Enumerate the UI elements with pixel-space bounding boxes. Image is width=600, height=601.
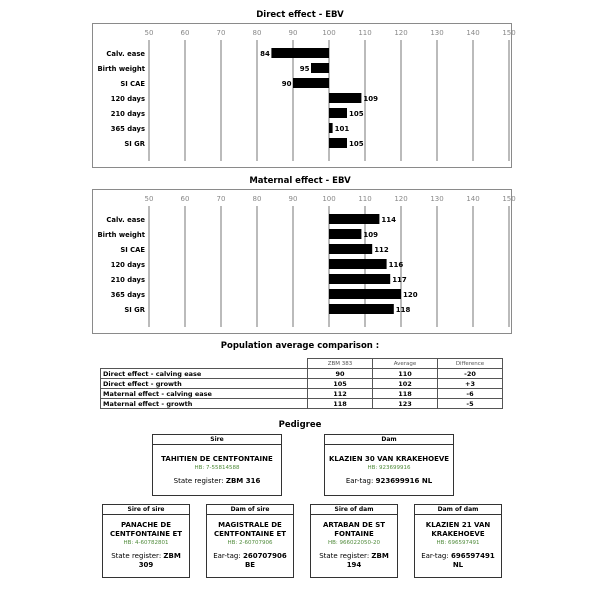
- category-label: SI GR: [124, 306, 145, 314]
- card-register-value: 696597491 NL: [450, 552, 495, 569]
- row-average-value: 102: [373, 379, 438, 389]
- category-label: 120 days: [110, 261, 145, 269]
- data-label: 116: [388, 261, 404, 269]
- card-role: Sire of sire: [103, 505, 189, 515]
- direct-effect-chart: [93, 24, 516, 167]
- row-average-value: 123: [373, 399, 438, 409]
- card-animal-name: PANACHE DE CENTFONTAINE ET: [109, 521, 183, 538]
- card-register-label: State register:: [111, 552, 162, 560]
- card-animal-name: ARTABAN DE ST FONTAINE: [322, 521, 386, 538]
- row-animal-value: 90: [308, 369, 373, 379]
- data-label: 84: [260, 50, 270, 58]
- card-role: Sire of dam: [311, 505, 397, 515]
- x-tick-label: 80: [252, 29, 262, 37]
- x-tick-label: 100: [322, 195, 336, 203]
- data-label: 90: [281, 80, 292, 88]
- comparison-header-difference: Difference: [438, 359, 503, 369]
- card-register-label: Ear-tag:: [421, 552, 449, 560]
- comparison-table: [100, 358, 503, 409]
- x-tick-label: 80: [252, 195, 262, 203]
- data-label: 105: [349, 140, 364, 148]
- card-herdbook: HB: 4-60782801: [123, 540, 169, 546]
- card-herdbook: HB: 2-60707906: [227, 540, 273, 546]
- x-tick-label: 130: [430, 29, 444, 37]
- category-label: SI CAE: [120, 80, 145, 88]
- row-animal-value: 118: [308, 399, 373, 409]
- bar: [271, 48, 329, 58]
- data-label: 120: [403, 291, 418, 299]
- x-tick-label: 90: [288, 195, 298, 203]
- category-label: SI CAE: [120, 246, 145, 254]
- bar: [329, 138, 347, 148]
- row-average-value: 110: [373, 369, 438, 379]
- direct-effect-chart-box: [92, 23, 516, 168]
- card-register-label: State register:: [173, 477, 224, 485]
- bar: [329, 93, 361, 103]
- category-label: SI GR: [124, 140, 145, 148]
- row-animal-value: 112: [308, 389, 373, 399]
- card-role: Dam: [325, 435, 453, 445]
- pedigree-dam-of-dam-card: [414, 504, 502, 578]
- category-label: Birth weight: [97, 65, 145, 73]
- card-herdbook: HB: 7-55814588: [194, 465, 240, 471]
- card-register-value: ZBM 309: [138, 552, 181, 569]
- x-tick-label: 150: [502, 29, 516, 37]
- x-tick-label: 60: [180, 29, 190, 37]
- card-register: [415, 552, 501, 570]
- comparison-header-animal: ZBM 383: [308, 359, 373, 369]
- bar: [329, 229, 361, 239]
- row-label: Direct effect - calving ease: [101, 369, 308, 379]
- bar: [329, 108, 347, 118]
- card-role: Dam of sire: [207, 505, 293, 515]
- category-label: Birth weight: [97, 231, 145, 239]
- x-tick-label: 70: [216, 29, 226, 37]
- row-average-value: 118: [373, 389, 438, 399]
- card-animal-name: KLAZIEN 21 VAN KRAKEHOEVE: [425, 521, 491, 538]
- data-label: 114: [381, 216, 397, 224]
- table-row: [101, 369, 503, 379]
- bar: [329, 214, 379, 224]
- card-animal-name: MAGISTRALE DE CENTFONTAINE ET: [213, 521, 287, 538]
- data-label: 117: [392, 276, 407, 284]
- card-register-label: State register:: [319, 552, 370, 560]
- x-tick-label: 120: [394, 29, 408, 37]
- pedigree-sire-of-sire-card: [102, 504, 190, 578]
- pedigree-sire-of-dam-card: [310, 504, 398, 578]
- x-tick-label: 130: [430, 195, 444, 203]
- x-tick-label: 60: [180, 195, 190, 203]
- pedigree-dam-card: [324, 434, 454, 496]
- card-register: [325, 477, 453, 486]
- row-label: Maternal effect - growth: [101, 399, 308, 409]
- card-register-value: ZBM 194: [346, 552, 389, 569]
- card-role: Dam of dam: [415, 505, 501, 515]
- bar: [329, 304, 394, 314]
- bar: [329, 123, 333, 133]
- comparison-header-average: Average: [373, 359, 438, 369]
- category-label: Calv. ease: [106, 50, 145, 58]
- card-register-label: Ear-tag:: [213, 552, 241, 560]
- x-tick-label: 110: [358, 195, 372, 203]
- bar: [329, 244, 372, 254]
- category-label: 210 days: [110, 110, 145, 118]
- comparison-header-blank: [101, 359, 308, 369]
- bar: [311, 63, 329, 73]
- bar: [329, 289, 401, 299]
- pedigree-sire-card: [152, 434, 282, 496]
- table-row: [101, 389, 503, 399]
- category-label: Calv. ease: [106, 216, 145, 224]
- data-label: 101: [334, 125, 350, 133]
- pedigree-title: Pedigree: [278, 420, 322, 430]
- x-tick-label: 70: [216, 195, 226, 203]
- x-tick-label: 150: [502, 195, 516, 203]
- card-register-value: ZBM 316: [225, 477, 261, 485]
- x-tick-label: 100: [322, 29, 336, 37]
- bar: [329, 274, 390, 284]
- x-tick-label: 50: [144, 29, 154, 37]
- pedigree-dam-of-sire-card: [206, 504, 294, 578]
- x-tick-label: 110: [358, 29, 372, 37]
- row-difference-value: -5: [438, 399, 503, 409]
- card-herdbook: HB: 966022050-20: [328, 540, 380, 546]
- card-herdbook: HB: 696597491: [436, 540, 480, 546]
- data-label: 112: [374, 246, 389, 254]
- x-tick-label: 90: [288, 29, 298, 37]
- table-row: [101, 399, 503, 409]
- data-label: 95: [299, 65, 310, 73]
- card-register-label: Ear-tag:: [345, 477, 374, 485]
- comparison-title: Population average comparison :: [220, 341, 380, 351]
- card-register-value: 260707906 BE: [242, 552, 287, 569]
- direct-effect-title: Direct effect - EBV: [256, 10, 344, 20]
- comparison-header-row: [101, 359, 503, 369]
- card-register-value: 923699916 NL: [375, 477, 433, 485]
- x-tick-label: 140: [466, 195, 480, 203]
- x-tick-label: 120: [394, 195, 408, 203]
- card-herdbook: HB: 923699916: [367, 465, 411, 471]
- bar: [329, 259, 387, 269]
- x-tick-label: 50: [144, 195, 154, 203]
- data-label: 118: [395, 306, 411, 314]
- maternal-effect-chart-box: [92, 189, 516, 334]
- category-label: 120 days: [110, 95, 145, 103]
- maternal-effect-chart: [93, 190, 516, 333]
- row-difference-value: +3: [438, 379, 503, 389]
- bar: [293, 78, 329, 88]
- card-register: [153, 477, 281, 486]
- category-label: 365 days: [110, 125, 145, 133]
- row-animal-value: 105: [308, 379, 373, 389]
- row-label: Maternal effect - calving ease: [101, 389, 308, 399]
- row-difference-value: -20: [438, 369, 503, 379]
- table-row: [101, 379, 503, 389]
- card-register: [207, 552, 293, 570]
- data-label: 109: [363, 95, 379, 103]
- row-label: Direct effect - growth: [101, 379, 308, 389]
- card-role: Sire: [153, 435, 281, 445]
- category-label: 365 days: [110, 291, 145, 299]
- row-difference-value: -6: [438, 389, 503, 399]
- data-label: 105: [349, 110, 364, 118]
- maternal-effect-title: Maternal effect - EBV: [249, 176, 351, 186]
- category-label: 210 days: [110, 276, 145, 284]
- card-animal-name: TAHITIEN DE CENTFONTAINE: [161, 455, 273, 463]
- card-register: [311, 552, 397, 570]
- card-register: [103, 552, 189, 570]
- data-label: 109: [363, 231, 379, 239]
- x-tick-label: 140: [466, 29, 480, 37]
- card-animal-name: KLAZIEN 30 VAN KRAKEHOEVE: [328, 455, 450, 463]
